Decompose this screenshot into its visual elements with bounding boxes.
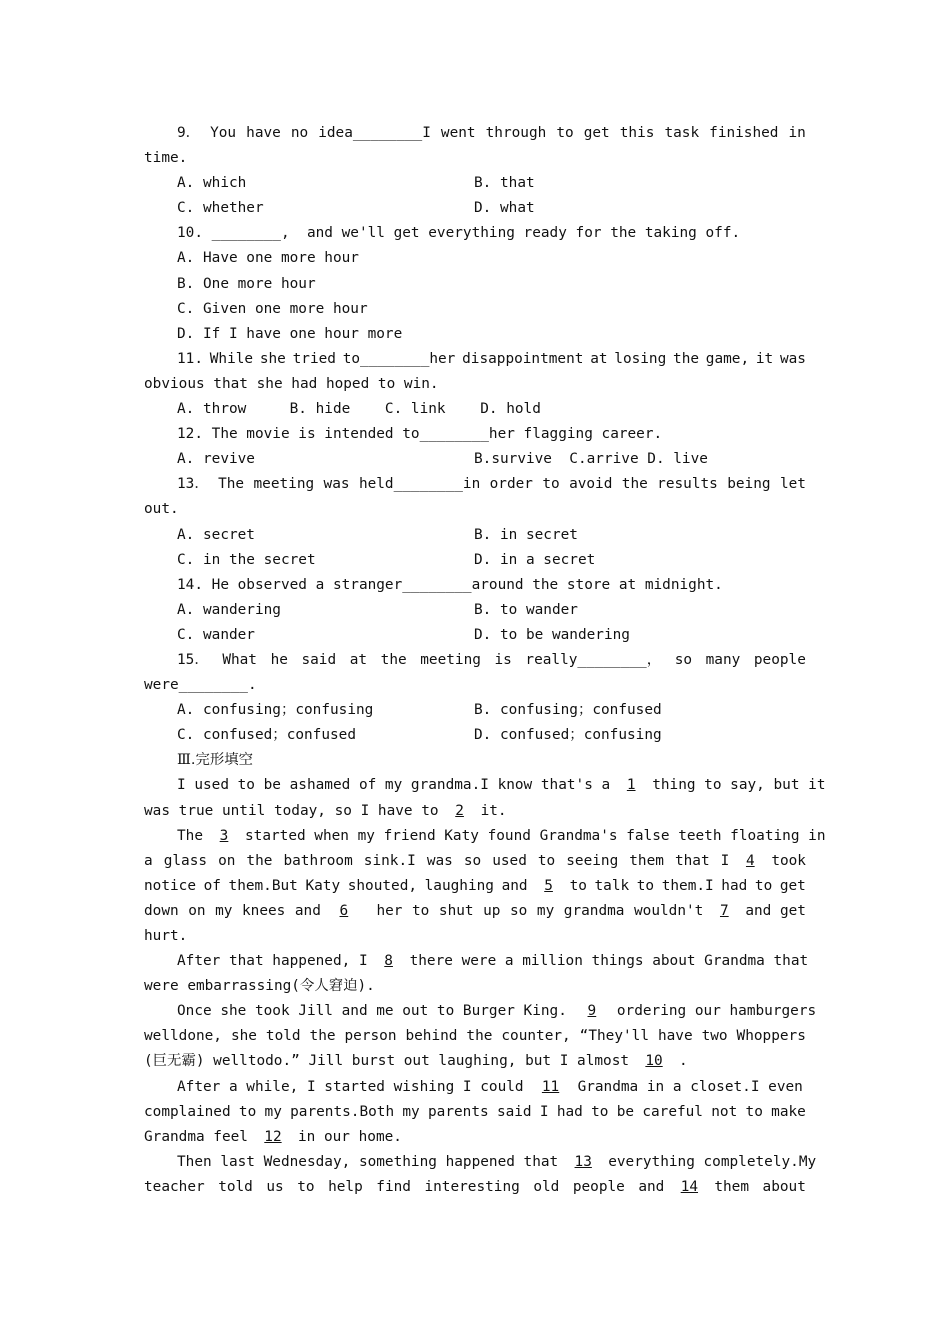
passage-line: hurt. xyxy=(144,928,188,944)
word: to xyxy=(542,476,560,493)
word: to xyxy=(745,1103,763,1120)
word: to________her xyxy=(342,350,456,367)
word: people xyxy=(753,651,806,668)
word: Katy xyxy=(305,877,341,894)
word: went xyxy=(440,125,476,141)
word: 9． xyxy=(177,125,201,141)
passage-text: and xyxy=(638,1178,665,1195)
word: The xyxy=(218,476,245,493)
word: told xyxy=(265,1028,301,1045)
word: the xyxy=(673,350,700,367)
passage-text: in our home. xyxy=(297,1128,402,1145)
option-b: B. One more hour xyxy=(177,275,316,292)
word: game, xyxy=(705,350,750,367)
passage-line xyxy=(144,1150,817,1175)
blank-1: 1 xyxy=(626,777,636,794)
question-11-stem-line2: obvious that she had hoped to win. xyxy=(144,375,439,392)
passage-text: it. xyxy=(480,802,507,819)
passage-line xyxy=(144,949,809,974)
option-c: C. Given one more hour xyxy=(177,300,368,317)
word: not xyxy=(711,1103,738,1120)
word: old xyxy=(533,1178,560,1195)
option-b: B. in secret xyxy=(474,526,578,543)
word: interesting xyxy=(424,1178,520,1195)
word: my xyxy=(264,1103,282,1120)
word: had xyxy=(556,1103,583,1120)
word: on xyxy=(218,852,236,869)
word: make xyxy=(771,1103,806,1120)
option-d: D. what xyxy=(474,200,535,217)
word: so xyxy=(674,651,693,668)
passage-text: them.I xyxy=(661,877,714,894)
word: at xyxy=(590,350,608,367)
passage-text: Grandma feel xyxy=(144,1128,248,1145)
word: seeing xyxy=(566,852,619,869)
word: to xyxy=(537,852,556,869)
word: down xyxy=(144,902,179,919)
word: grandma xyxy=(563,902,625,919)
word: up xyxy=(483,902,501,919)
word: tried xyxy=(292,350,336,367)
option-a: A. revive xyxy=(177,451,255,468)
passage-line xyxy=(144,1125,806,1150)
word: her xyxy=(376,902,403,919)
passage-line xyxy=(144,874,806,899)
word: notice xyxy=(144,877,196,894)
word: the xyxy=(380,651,407,668)
passage-text: them xyxy=(714,1178,750,1195)
word: the xyxy=(246,852,273,869)
blank-6: 6 xyxy=(339,902,349,919)
question-14-options-row1 xyxy=(144,598,806,623)
word: sink.I xyxy=(363,852,416,869)
word: this xyxy=(619,125,655,141)
passage-line xyxy=(144,849,806,874)
word: at xyxy=(349,651,368,668)
word: 11. xyxy=(177,350,203,367)
passage-text: thing to say, but it xyxy=(652,777,826,794)
word: meeting xyxy=(253,476,315,493)
word: 15． xyxy=(177,651,209,668)
blank-9: 9 xyxy=(587,1003,597,1020)
word: order xyxy=(489,476,533,493)
option-d: D. in a secret xyxy=(474,551,596,568)
question-15-options-row1 xyxy=(144,698,806,723)
passage-text: talk xyxy=(594,877,630,894)
word: be xyxy=(616,1103,635,1120)
blank-7: 7 xyxy=(719,902,729,919)
passage-line xyxy=(144,1024,806,1049)
word: shut xyxy=(438,902,474,919)
word: so xyxy=(463,852,482,869)
option-b: B. to wander xyxy=(474,601,578,618)
passage-text: started when my friend Katy found Grandma's false teeth floating in xyxy=(245,827,826,844)
blank-8: 8 xyxy=(384,953,393,970)
word: bathroom xyxy=(283,852,353,869)
passage-text: had xyxy=(721,877,748,894)
question-13-options-row1 xyxy=(144,523,806,548)
passage-line xyxy=(144,824,826,849)
blank-11: 11 xyxy=(541,1078,560,1095)
word: them.But xyxy=(228,877,298,894)
passage-text: . xyxy=(679,1053,688,1070)
word: that xyxy=(674,852,710,869)
passage-line: were embarrassing(令人窘迫). xyxy=(144,978,375,995)
word: is xyxy=(494,651,512,668)
question-9-stem-line2: time. xyxy=(144,150,188,167)
passage-text: to xyxy=(754,877,773,894)
word: was xyxy=(323,476,350,493)
word: being xyxy=(727,476,771,493)
word: What xyxy=(222,651,257,668)
passage-text: After that happened, I xyxy=(177,953,368,970)
option-c: C. in the secret xyxy=(177,551,316,568)
passage-text: about xyxy=(762,1178,806,1195)
word: no xyxy=(290,125,309,141)
passage-text: was true until today, so I have to xyxy=(144,802,439,819)
passage-text: (巨无霸) welltodo.” Jill burst out laughing, but I almost xyxy=(144,1053,630,1070)
blank-4: 4 xyxy=(745,852,755,869)
blank-14: 14 xyxy=(680,1178,699,1195)
section-title: Ⅲ.完形填空 xyxy=(177,752,254,769)
word: my xyxy=(536,902,555,919)
word: through xyxy=(485,125,547,141)
option-a: A. wandering xyxy=(177,601,281,618)
word: Whoppers xyxy=(736,1028,806,1045)
passage-line xyxy=(144,999,817,1024)
word: laughing xyxy=(424,877,494,894)
blank-3: 3 xyxy=(219,827,229,844)
word: find xyxy=(376,1178,411,1195)
question-9-options-row2 xyxy=(144,196,806,221)
passage-text: Once she took Jill and me out to Burger King. xyxy=(177,1003,567,1020)
word: disappointment xyxy=(462,350,584,367)
word: parents.Both xyxy=(290,1103,395,1120)
word: them xyxy=(629,852,664,869)
passage-text: took xyxy=(771,852,806,869)
word: people xyxy=(572,1178,625,1195)
question-11-options: A. throw B. hide C. link D. hold xyxy=(177,401,541,418)
word: the xyxy=(621,476,648,493)
passage-line xyxy=(144,1100,806,1125)
word: glass xyxy=(163,852,208,869)
passage-line xyxy=(144,799,806,824)
word: to xyxy=(297,1178,315,1195)
passage-text: ordering our hamburgers xyxy=(616,1003,817,1020)
passage-text: Grandma in a closet.I even xyxy=(577,1078,803,1095)
word: a xyxy=(144,852,153,869)
passage-text: there were a million things about Grandma that xyxy=(409,953,809,970)
passage-text: Then last Wednesday, something happened that xyxy=(177,1153,559,1170)
word: You xyxy=(210,125,237,141)
word: help xyxy=(328,1178,363,1195)
word: was xyxy=(779,350,806,367)
word: avoid xyxy=(569,476,613,493)
passage-text: everything completely.My xyxy=(608,1153,817,1170)
word: get xyxy=(583,125,610,141)
question-13-stem-line1 xyxy=(144,472,806,497)
word: person xyxy=(344,1028,397,1045)
word: she xyxy=(230,1028,257,1045)
option-c: C. whether xyxy=(177,200,264,217)
option-d: D. to be wandering xyxy=(474,626,630,643)
passage-text: and xyxy=(501,877,528,894)
word: said xyxy=(301,651,337,668)
word: let xyxy=(779,476,806,493)
word: losing xyxy=(614,350,667,367)
passage-text: and xyxy=(294,902,321,919)
word: us xyxy=(266,1178,284,1195)
word: careful xyxy=(642,1103,703,1120)
passage-text: The xyxy=(177,827,203,844)
blank-5: 5 xyxy=(544,877,553,894)
word: 13． xyxy=(177,476,209,493)
question-14-options-row2 xyxy=(144,623,806,648)
option-a: A. Have one more hour xyxy=(177,250,359,267)
word: complained xyxy=(144,1103,231,1120)
word: knees xyxy=(242,902,286,919)
passage-line xyxy=(144,1049,806,1074)
word: counter, xyxy=(501,1028,571,1045)
blank-2: 2 xyxy=(455,802,464,819)
question-12-options xyxy=(144,447,806,472)
word: task xyxy=(664,125,700,141)
passage-text: to xyxy=(636,877,655,894)
word: the xyxy=(466,1028,493,1045)
passage-text: I xyxy=(720,852,730,869)
word: many xyxy=(705,651,741,668)
question-15-stem-line1 xyxy=(144,648,806,673)
option-d: D. confused；confusing xyxy=(474,727,662,744)
option-c: C. wander xyxy=(177,626,255,643)
word: meeting xyxy=(420,651,481,668)
question-9-stem-line1 xyxy=(144,121,806,146)
passage-text: I used to be ashamed of my grandma.I know that's a xyxy=(177,777,611,794)
word: have xyxy=(657,1028,693,1045)
word: shouted, xyxy=(347,877,418,894)
word: so xyxy=(510,902,528,919)
word: to xyxy=(556,125,574,141)
word: have xyxy=(246,125,281,141)
question-13-stem-line2: out. xyxy=(144,501,179,518)
passage-text: to xyxy=(569,877,587,894)
option-b: B. that xyxy=(474,175,535,192)
word: it xyxy=(755,350,774,367)
option-d: D. If I have one hour more xyxy=(177,325,403,342)
word: idea________I xyxy=(318,125,431,141)
option-a: A. which xyxy=(177,175,247,192)
word: said xyxy=(496,1103,532,1120)
question-15-options-row2 xyxy=(144,723,806,748)
document-content xyxy=(144,121,826,1200)
option-c: C. confused；confused xyxy=(177,727,357,744)
word: teacher xyxy=(144,1178,205,1195)
word: While xyxy=(209,350,254,367)
question-12-stem: 12. The movie is intended to________her flagging career. xyxy=(177,426,663,443)
question-10-stem: 10. ________, and we'll get everything ready for the taking off. xyxy=(177,225,741,242)
word: to xyxy=(238,1103,257,1120)
word: two xyxy=(701,1028,728,1045)
passage-text: wouldn't xyxy=(634,902,704,919)
word: parents xyxy=(428,1103,489,1120)
word: really________， xyxy=(525,651,662,668)
option-a: A. secret xyxy=(177,526,255,543)
word: the xyxy=(309,1028,336,1045)
question-15-stem-line2: were________. xyxy=(144,677,257,694)
word: told xyxy=(218,1178,253,1195)
word: on xyxy=(188,902,206,919)
word: results xyxy=(657,476,718,493)
word: she xyxy=(259,350,286,367)
word: used xyxy=(492,852,527,869)
word: was xyxy=(426,852,453,869)
passage-text: and get xyxy=(745,902,806,919)
passage-text: get xyxy=(779,877,806,894)
blank-10: 10 xyxy=(645,1053,663,1070)
word: my xyxy=(215,902,233,919)
blank-13: 13 xyxy=(574,1153,592,1170)
word: welldone, xyxy=(144,1028,222,1045)
option-bcd: B.survive C.arrive D. live xyxy=(474,451,708,468)
question-13-options-row2 xyxy=(144,548,806,573)
word: “They'll xyxy=(579,1028,649,1045)
word: to xyxy=(412,902,430,919)
word: my xyxy=(402,1103,420,1120)
word: held________in xyxy=(358,476,481,493)
passage-line xyxy=(144,773,826,798)
option-a: A. confusing；confusing xyxy=(177,702,374,719)
word: of xyxy=(203,877,221,894)
passage-line xyxy=(144,1175,806,1200)
word: behind xyxy=(405,1028,458,1045)
blank-12: 12 xyxy=(264,1128,282,1145)
word: I xyxy=(539,1103,549,1120)
question-9-options-row1 xyxy=(144,171,806,196)
passage-line xyxy=(144,899,806,924)
passage-text: After a while, I started wishing I could xyxy=(177,1078,524,1095)
option-b: B. confusing；confused xyxy=(474,702,662,719)
question-14-stem: 14. He observed a stranger________around the store at midnight. xyxy=(177,576,723,593)
word: finished xyxy=(709,125,779,141)
word: to xyxy=(591,1103,609,1120)
question-11-stem-line1 xyxy=(144,347,806,372)
word: he xyxy=(270,651,288,668)
passage-line xyxy=(144,1075,806,1100)
word: in xyxy=(788,125,806,141)
